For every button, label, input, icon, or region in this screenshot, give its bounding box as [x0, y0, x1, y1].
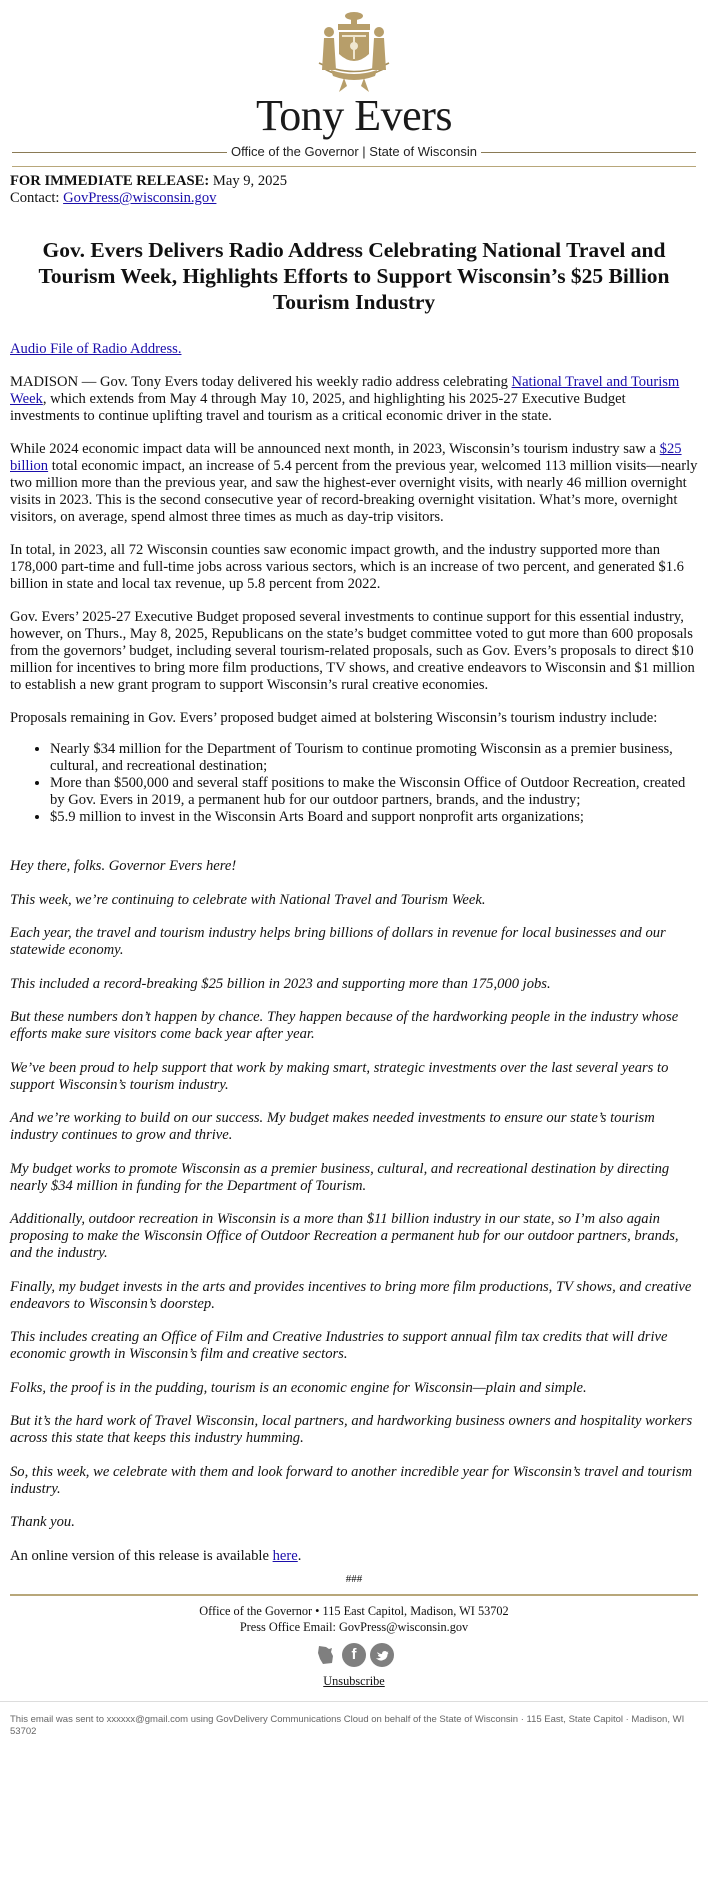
paragraph-2-text-end: total economic impact, an increase of 5.4 percent from the previous year, welcomed 113 million visits—nearly two million more than the previous year, and saw the highest-ever overnight visits, with nearly 46 million overnight visits in 2023. This is the second consecutive year of record-breaking overnight visitation. What’s more, overnight visitors, on average, spend almost three times as much as day-trip visitors.	[10, 458, 698, 525]
contact-email-link[interactable]: GovPress@wisconsin.gov	[63, 190, 217, 206]
wisconsin-state-icon[interactable]	[314, 1643, 338, 1667]
radio-line: So, this week, we celebrate with them and look forward to another incredible year for Wisconsin’s travel and tourism industry.	[10, 1463, 693, 1497]
release-label: FOR IMMEDIATE RELEASE:	[10, 173, 210, 189]
right-rule	[481, 152, 696, 153]
paragraph-5: Proposals remaining in Gov. Evers’ proposed budget aimed at bolstering Wisconsin’s tourism industry include:	[10, 710, 658, 726]
radio-line: Thank you.	[10, 1514, 75, 1530]
radio-line: Hey there, folks. Governor Evers here!	[10, 858, 237, 874]
release-date-line	[10, 173, 698, 190]
online-version-end: .	[297, 1547, 302, 1564]
radio-line: My budget works to promote Wisconsin as a premier business, cultural, and recreational destination by directing nearly $34 million in funding for the Department of Tourism.	[10, 1160, 670, 1194]
paragraph-3: In total, in 2023, all 72 Wisconsin counties saw economic impact growth, and the industry supported more than 178,000 part-time and full-time jobs across various sectors, which is an increase of two percent, and generated $1.6 billion in state and local tax revenue, up 5.8 percent from 2022.	[10, 542, 684, 592]
office-line	[12, 142, 696, 162]
social-links	[0, 1643, 708, 1667]
wisconsin-seal-icon	[309, 8, 399, 94]
footer-address: Office of the Governor • 115 East Capitol, Madison, WI 53702	[199, 1603, 509, 1618]
list-item: • Nearly $34 million for the Department of Tourism to continue promoting Wisconsin as a premier business, cultural, and recreational destination;	[50, 741, 698, 775]
radio-line: Additionally, outdoor recreation in Wisconsin is a more than $11 billion industry in our state, so I’m also again proposing to make the Wisconsin Office of Outdoor Recreation a permanent hub for our outdoor partners, brands, and the industry.	[10, 1211, 679, 1261]
list-item: • More than $500,000 and several staff positions to make the Wisconsin Office of Outdoor Recreation, created by Gov. Evers in 2019, a permanent hub for our outdoor partners, brands, and the industry;	[50, 775, 698, 809]
office-line-text: Office of the Governor | State of Wisconsin	[231, 144, 477, 159]
facebook-icon[interactable]: f	[342, 1643, 366, 1667]
billion-link[interactable]: $25 billion	[10, 441, 682, 474]
radio-line: But it’s the hard work of Travel Wisconsin, local partners, and hardworking business owners and hospitality workers across this state that keeps this industry humming.	[10, 1413, 693, 1446]
radio-transcript	[10, 858, 698, 1531]
footer	[0, 1603, 708, 1689]
paragraph-1	[10, 374, 698, 425]
radio-line: Each year, the travel and tourism industry helps bring billions of dollars in revenue for local businesses and our statewide economy.	[10, 925, 666, 958]
twitter-icon[interactable]	[370, 1643, 394, 1667]
letterhead	[0, 0, 708, 167]
radio-line: This included a record-breaking $25 billion in 2023 and supporting more than 175,000 jobs.	[10, 975, 551, 992]
radio-line: Folks, the proof is in the pudding, tourism is an economic engine for Wisconsin—plain and simple.	[10, 1379, 587, 1396]
governor-name: Tony Evers	[256, 91, 452, 140]
radio-line: Finally, my budget invests in the arts and provides incentives to bring more film productions, TV shows, and creative endeavors to Wisconsin’s doorstep.	[10, 1278, 692, 1312]
travel-week-link[interactable]: National Travel and Tourism Week	[10, 374, 680, 407]
header-divider	[12, 166, 696, 167]
end-marker: ###	[345, 1572, 363, 1585]
radio-line: And we’re working to build on our success. My budget makes needed investments to ensure our state’s tourism industry continues to grow and thrive.	[10, 1110, 655, 1143]
proposal-list	[10, 741, 698, 826]
contact-label: Contact:	[10, 190, 60, 206]
release-content	[0, 173, 708, 1588]
list-item: • $5.9 million to invest in the Wisconsin Arts Board and support nonprofit arts organizations;	[50, 809, 698, 826]
audio-file-link[interactable]: Audio File of Radio Address.	[10, 341, 182, 357]
radio-line: This week, we’re continuing to celebrate with National Travel and Tourism Week.	[10, 891, 486, 908]
unsubscribe-link[interactable]: Unsubscribe	[323, 1673, 385, 1688]
radio-line: But these numbers don’t happen by chance. They happen because of the hardworking people in the industry whose efforts make sure visitors come back year after year.	[10, 1009, 679, 1042]
paragraph-4: Gov. Evers’ 2025-27 Executive Budget proposed several investments to continue support for this essential industry, however, on Thurs., May 8, 2025, Republicans on the state’s budget committee voted to gut more than 600 proposals from the governors’ budget, including several tourism-related proposals, such as Gov. Evers’s proposals to direct $10 million for incentives to bring more film productions, TV shows, and creative endeavors to Wisconsin and $1 million to establish a new grant program to support Wisconsin’s rural creative economies.	[10, 609, 695, 693]
online-version	[10, 1548, 698, 1565]
release-date: May 9, 2025	[212, 173, 288, 189]
radio-line: We’ve been proud to help support that work by making smart, strategic investments over the last several years to support Wisconsin’s tourism industry.	[10, 1059, 669, 1093]
paragraph-2-text: While 2024 economic impact data will be announced next month, in 2023, Wisconsin’s tourism industry saw a	[10, 441, 660, 457]
left-rule	[12, 152, 227, 153]
online-version-text: An online version of this release is available	[10, 1547, 273, 1564]
footer-press-email: Press Office Email: GovPress@wisconsin.gov	[239, 1619, 469, 1634]
paragraph-1-text: MADISON — Gov. Tony Evers today delivered his weekly radio address celebrating	[10, 374, 512, 390]
release-info	[10, 173, 698, 207]
fine-print: This email was sent to xxxxxx@gmail.com using GovDelivery Communications Cloud on behalf of the State of Wisconsin · 115 East, State Capitol · Madison, WI 53702	[0, 1701, 708, 1738]
contact-line	[10, 190, 698, 207]
paragraph-2	[10, 441, 698, 526]
footer-divider	[10, 1594, 698, 1596]
headline: Gov. Evers Delivers Radio Address Celebrating National Travel and Tourism Week, Highlights Efforts to Support Wisconsin’s $25 Billion Tourism Industry	[38, 238, 670, 314]
online-version-link[interactable]: here	[272, 1547, 298, 1564]
paragraph-1-text-end: , which extends from May 4 through May 10, 2025, and highlighting his 2025-27 Executive Budget investments to continue uplifting travel and tourism as a critical economic driver in the state.	[10, 391, 626, 424]
unsubscribe-row	[0, 1673, 708, 1689]
radio-line: This includes creating an Office of Film and Creative Industries to support annual film tax credits that will drive economic growth in Wisconsin’s film and creative sectors.	[10, 1329, 668, 1362]
